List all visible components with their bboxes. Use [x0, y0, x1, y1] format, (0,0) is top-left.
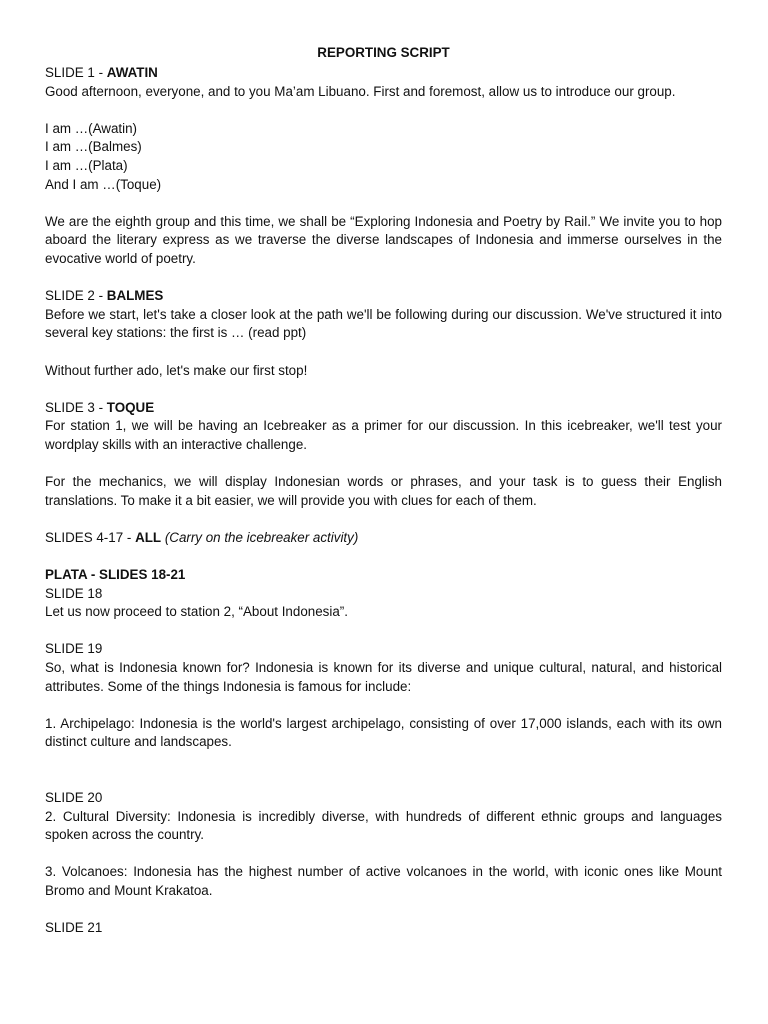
slides-4-17-heading [45, 529, 722, 548]
slides-4-17-label: SLIDES 4-17 - [45, 529, 136, 545]
slide-1-heading [45, 64, 722, 83]
slides-4-17-note: (Carry on the icebreaker activity) [161, 529, 359, 545]
slides-4-17-presenter: ALL [135, 529, 162, 545]
plata-section-heading [45, 566, 722, 585]
slide-19-archipelago: 1. Archipelago: Indonesia is the world's largest archipelago, consisting of over 17,000 islands, each with its own distinct culture and landscapes. [45, 715, 722, 750]
slide-19-paragraph: So, what is Indonesia known for? Indonesia is known for its diverse and unique cultural, natural, and historical attributes. Some of the things Indonesia is famous for include: [45, 660, 722, 694]
slide-2-presenter: BALMES [106, 288, 164, 304]
slide-18-label: SLIDE 18 [45, 585, 103, 601]
intro-line: I am …(Plata) [45, 157, 128, 173]
slide-1-greeting: Good afternoon, everyone, and to you Ma’am Libuano. First and foremost, allow us to introduce our group. [45, 83, 676, 99]
intro-line: And I am …(Toque) [45, 176, 162, 192]
slide-1-paragraph: We are the eighth group and this time, we shall be “Exploring Indonesia and Poetry by Rail.” We invite you to hop aboard the literary express as we traverse the diverse landscapes of Indonesia and immerse ourselves in the evocative world of poetry. [45, 213, 722, 266]
slide-21-label: SLIDE 21 [45, 920, 103, 936]
slide-20-label: SLIDE 20 [45, 789, 103, 805]
slide-3-heading [45, 399, 722, 418]
document-title: REPORTING SCRIPT [317, 45, 450, 60]
slide-2-paragraph: Before we start, let's take a closer look at the path we'll be following during our discussion. We've structured it into several key stations: the first is … (read ppt) [45, 306, 722, 341]
plata-heading-text: PLATA - SLIDES 18-21 [45, 567, 186, 583]
intro-line: I am …(Balmes) [45, 139, 142, 155]
slide-3-presenter: TOQUE [106, 399, 155, 415]
slide-2-label: SLIDE 2 - [45, 288, 107, 304]
document-page [45, 44, 722, 938]
slide-18-paragraph: Let us now proceed to station 2, “About Indonesia”. [45, 604, 348, 620]
slide-3-paragraph: For station 1, we will be having an Icebreaker as a primer for our discussion. In this icebreaker, we'll test your wordplay skills with an interactive challenge. [45, 418, 722, 452]
slide-1-label: SLIDE 1 - [45, 65, 107, 80]
slide-20-volcanoes: 3. Volcanoes: Indonesia has the highest number of active volcanoes in the world, with iconic ones like Mount Bromo and Mount Krakatoa. [45, 864, 722, 898]
slide-2-transition: Without further ado, let's make our first stop! [45, 362, 308, 378]
slide-3-mechanics: For the mechanics, we will display Indonesian words or phrases, and your task is to guess their English translations. To make it a bit easier, we will provide you with clues for each of them. [45, 474, 722, 508]
intro-line: I am …(Awatin) [45, 120, 138, 136]
slide-3-label: SLIDE 3 - [45, 399, 107, 415]
slide-1-presenter: AWATIN [106, 65, 158, 80]
slide-20-cultural-diversity: 2. Cultural Diversity: Indonesia is incredibly diverse, with hundreds of different ethnic groups and languages spoken across the country. [45, 808, 722, 843]
slide-2-heading [45, 287, 722, 306]
slide-19-label: SLIDE 19 [45, 641, 103, 657]
